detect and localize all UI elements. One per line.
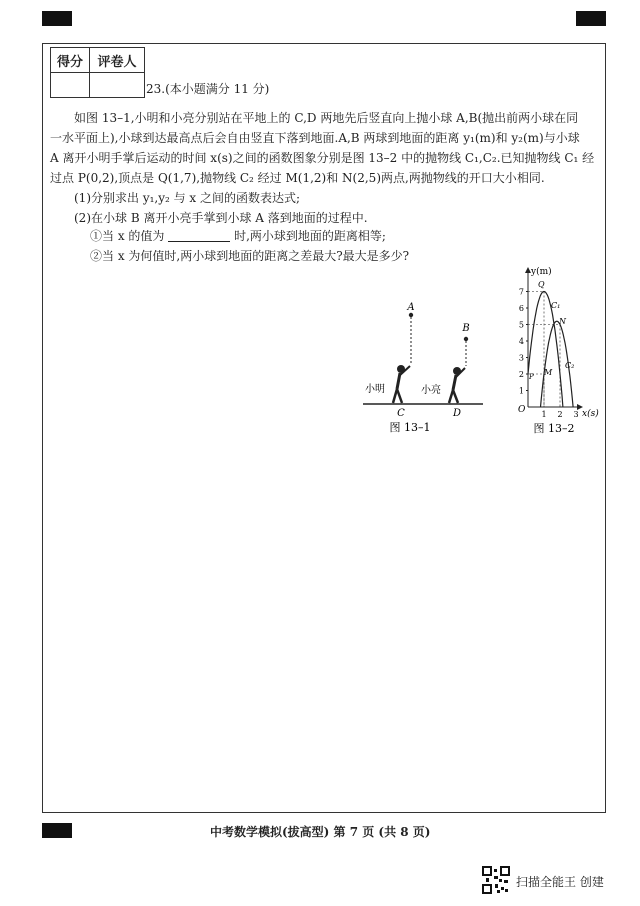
origin-label: O [518, 405, 526, 415]
label-n: N [559, 317, 566, 326]
label-xiaoming: 小明 [365, 384, 385, 395]
ball-a [409, 313, 413, 317]
scanner-watermark: 扫描全能王 创建 [516, 875, 604, 889]
grader-cell[interactable] [90, 73, 145, 98]
person-xiaoliang-icon [449, 367, 465, 403]
label-b: B [462, 323, 470, 334]
figure-13-2 [506, 262, 616, 440]
question-line-1: 如图 13–1,小明和小亮分别站在平地上的 C,D 两地先后竖直向上抛小球 A,B(抛出前两小球在同 [74, 111, 579, 125]
sub-question-1-start: ①当 x 的值为 [90, 229, 165, 243]
score-cell[interactable] [51, 73, 90, 98]
label-p: P [529, 373, 534, 381]
y-tick-label: 1 [518, 386, 524, 396]
sub-question-1 [90, 226, 590, 246]
ball-b [464, 337, 468, 341]
score-label: 得分 [51, 48, 90, 73]
y-tick-label: 4 [518, 337, 524, 346]
part-2: (2)在小球 B 离开小亮手掌到小球 A 落到地面的过程中. [74, 211, 368, 225]
label-q: Q [538, 280, 545, 289]
x-tick-label: 1 [541, 410, 547, 419]
label-a: A [407, 302, 415, 313]
question-line-2: 一水平面上),小球到达最高点后会自由竖直下落到地面.A,B 两球到地面的距离 y₁(m)和 y₂(m)与小球 [50, 131, 580, 145]
y-axis-label: y(m) [531, 267, 552, 277]
corner-mark-top-right [576, 11, 606, 26]
corner-mark-bottom-left [42, 823, 72, 838]
label-c2: C₂ [565, 361, 575, 370]
figure-13-1 [355, 300, 495, 440]
figure-13-1-caption: 图 13–1 [389, 421, 431, 434]
sub-question-1-end: 时,两小球到地面的距离相等; [234, 229, 386, 243]
grader-label: 评卷人 [90, 48, 145, 73]
person-xiaoming-icon [393, 365, 410, 403]
score-table [50, 47, 145, 98]
page-footer: 中考数学模拟(拔高型) 第 7 页 (共 8 页) [210, 825, 431, 839]
x-tick-label: 3 [573, 410, 579, 419]
answer-blank[interactable] [168, 229, 230, 242]
part-1: (1)分别求出 y₁,y₂ 与 x 之间的函数表达式; [74, 191, 301, 205]
question-number: 23.(本小题满分 11 分) [146, 82, 270, 96]
y-tick-label: 5 [518, 320, 524, 330]
question-line-4: 过点 P(0,2),顶点是 Q(1,7),抛物线 C₂ 经过 M(1,2)和 N(2,5)两点,两抛物线的开口大小相同. [50, 171, 545, 185]
question-line-3: A 离开小明手掌后运动的时间 x(s)之间的函数图象分别是图 13–2 中的抛物线 C₁,C₂.已知抛物线 C₁ 经 [50, 151, 595, 165]
corner-mark-top-left [42, 11, 72, 26]
label-d: D [452, 408, 462, 419]
qr-code-icon [482, 866, 510, 894]
y-tick-label: 6 [518, 304, 524, 313]
x-axis-label: x(s) [582, 409, 599, 419]
label-c: C [397, 408, 405, 419]
label-c1: C₁ [551, 301, 561, 310]
y-tick-label: 7 [518, 287, 524, 297]
label-m: M [544, 368, 553, 377]
y-tick-label: 3 [518, 353, 524, 363]
x-tick-label: 2 [557, 410, 563, 419]
label-xiaoliang: 小亮 [421, 385, 441, 396]
sub-question-2: ②当 x 为何值时,两小球到地面的距离之差最大?最大是多少? [90, 249, 410, 263]
y-tick-label: 2 [518, 370, 524, 379]
figure-13-2-caption: 图 13–2 [533, 422, 575, 435]
